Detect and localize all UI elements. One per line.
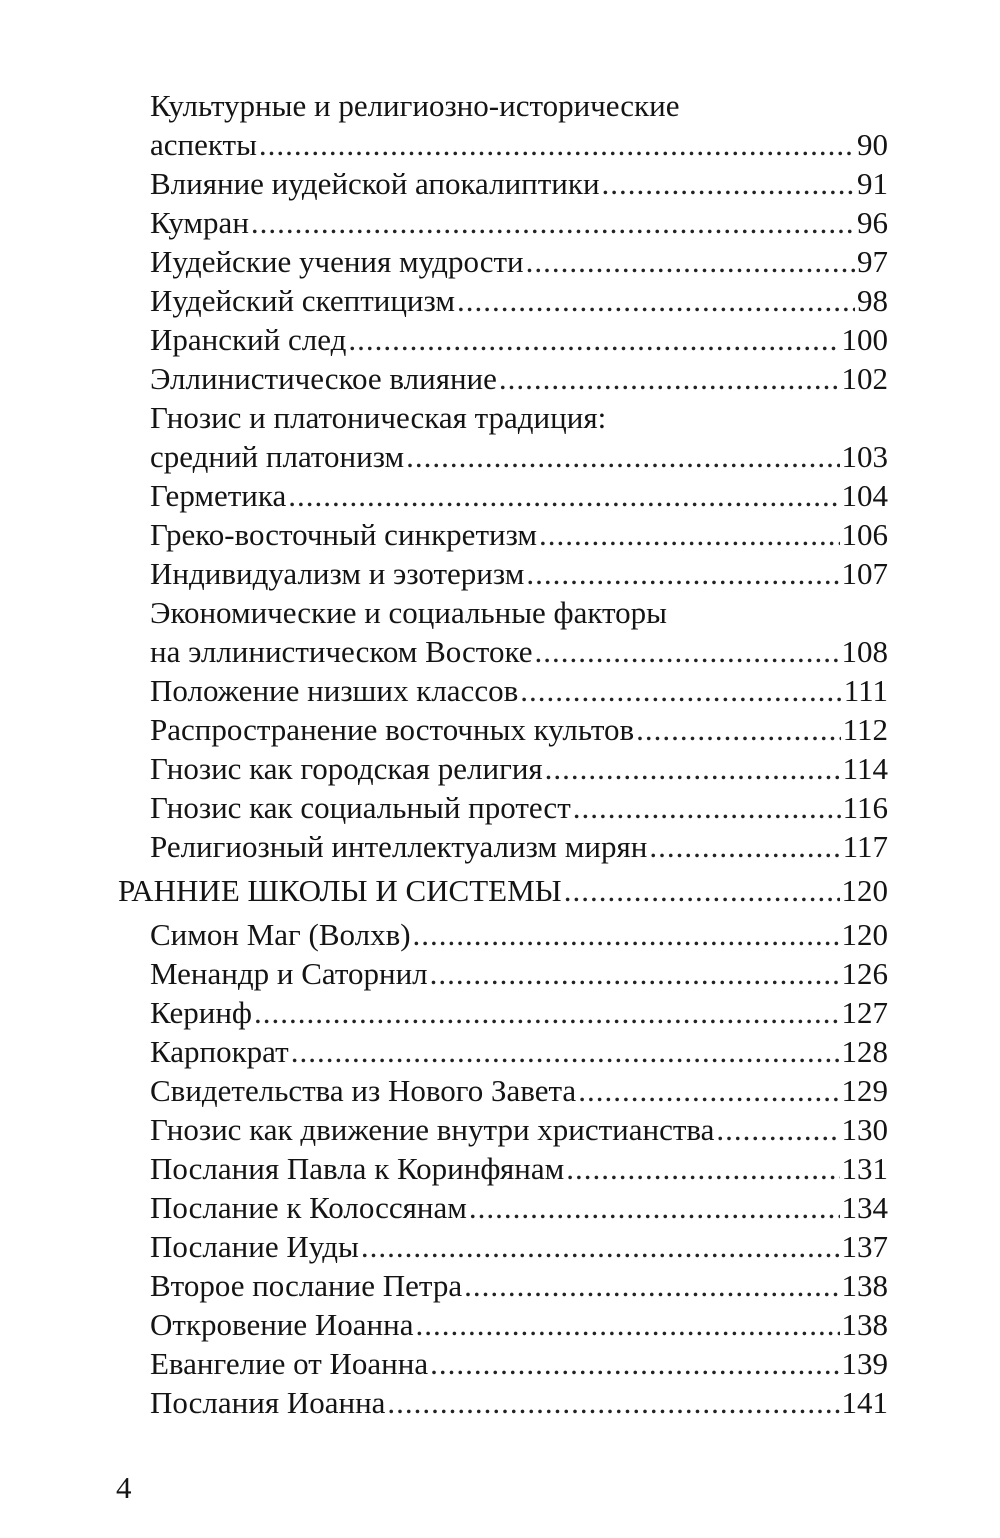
toc-entry-title: Послание к Колоссянам — [150, 1190, 467, 1225]
toc-entry-title: РАННИЕ ШКОЛЫ И СИСТЕМЫ — [118, 873, 562, 908]
toc-entry — [118, 515, 888, 554]
dot-leader — [413, 915, 840, 954]
dot-leader — [361, 1227, 840, 1266]
toc-entry — [118, 437, 888, 476]
toc-entry-page: 120 — [841, 873, 888, 908]
toc-entry-page: 120 — [841, 917, 888, 952]
toc-entry-title: Гнозис и платоническая традиция: — [150, 400, 607, 435]
toc-entry-title: Гнозис как движение внутри христианства — [150, 1112, 715, 1147]
toc-entry-title: Откровение Иоанна — [150, 1307, 414, 1342]
toc-entry-page: 100 — [841, 322, 888, 357]
toc-entry-page: 117 — [842, 829, 888, 864]
toc-entry-page: 108 — [841, 634, 888, 669]
toc-entry-title: Индивидуализм и эзотеризм — [150, 556, 525, 591]
toc-entry — [118, 954, 888, 993]
dot-leader — [416, 1305, 840, 1344]
toc-entry-title: Эллинистическое влияние — [150, 361, 497, 396]
toc-entry-title: Послание Иуды — [150, 1229, 359, 1264]
toc-entry — [118, 710, 888, 749]
toc-entry — [118, 359, 888, 398]
dot-leader — [430, 954, 840, 993]
dot-leader — [535, 632, 840, 671]
toc-entry — [118, 993, 888, 1032]
toc-entry-title: Послания Иоанна — [150, 1385, 386, 1420]
toc-entry-title: Евангелие от Иоанна — [150, 1346, 429, 1381]
dot-leader — [578, 1071, 839, 1110]
toc-entry-page: 97 — [857, 244, 888, 279]
toc-entry-title: Иудейские учения мудрости — [150, 244, 524, 279]
dot-leader — [464, 1266, 839, 1305]
toc-entry — [118, 1227, 888, 1266]
toc-entry-page: 104 — [841, 478, 888, 513]
dot-leader — [430, 1344, 839, 1383]
toc-entry-page: 129 — [841, 1073, 888, 1108]
dot-leader — [545, 749, 841, 788]
toc-entry — [118, 86, 888, 125]
toc-entry-page: 96 — [857, 205, 888, 240]
toc-entry — [118, 281, 888, 320]
toc-entry — [118, 671, 888, 710]
page-number: 4 — [116, 1470, 132, 1505]
toc-entry — [118, 827, 888, 866]
table-of-contents — [118, 86, 888, 1422]
toc-entry-title: Греко-восточный синкретизм — [150, 517, 538, 552]
dot-leader — [649, 827, 840, 866]
toc-entry-page: 138 — [841, 1268, 888, 1303]
dot-leader — [251, 203, 855, 242]
dot-leader — [387, 1383, 839, 1422]
toc-entry-title: Иудейский скептицизм — [150, 283, 455, 318]
dot-leader — [254, 993, 839, 1032]
toc-entry — [118, 125, 888, 164]
toc-entry-page: 130 — [841, 1112, 888, 1147]
dot-leader — [564, 871, 840, 910]
toc-entry — [118, 1110, 888, 1149]
toc-entry-page: 137 — [841, 1229, 888, 1264]
toc-entry — [118, 632, 888, 671]
toc-entry-page: 103 — [841, 439, 888, 474]
dot-leader — [716, 1110, 839, 1149]
dot-leader — [526, 554, 839, 593]
toc-entry-page: 128 — [841, 1034, 888, 1069]
toc-entry-title: Культурные и религиозно-исторические — [150, 88, 680, 123]
toc-entry-title: Гнозис как городская религия — [150, 751, 543, 786]
toc-entry — [118, 593, 888, 632]
toc-entry — [118, 1383, 888, 1422]
dot-leader — [520, 671, 842, 710]
toc-entry-title: Менандр и Саторнил — [150, 956, 428, 991]
toc-entry-title: Влияние иудейской апокалиптики — [150, 166, 600, 201]
dot-leader — [469, 1188, 840, 1227]
toc-entry-title: Герметика — [150, 478, 287, 513]
dot-leader — [636, 710, 841, 749]
toc-entry-page: 134 — [841, 1190, 888, 1225]
toc-entry — [118, 1071, 888, 1110]
toc-entry — [118, 398, 888, 437]
toc-entry-page: 114 — [842, 751, 888, 786]
toc-entry — [118, 915, 888, 954]
toc-entry-title: Свидетельства из Нового Завета — [150, 1073, 577, 1108]
toc-entry — [118, 1032, 888, 1071]
toc-section-heading — [118, 871, 888, 910]
toc-entry — [118, 242, 888, 281]
dot-leader — [291, 1032, 840, 1071]
dot-leader — [406, 437, 839, 476]
toc-entry-page: 138 — [841, 1307, 888, 1342]
dot-leader — [539, 515, 839, 554]
toc-entry-title: Симон Маг (Волхв) — [150, 917, 411, 952]
toc-entry — [118, 164, 888, 203]
toc-entry-page: 107 — [841, 556, 888, 591]
toc-entry-page: 126 — [841, 956, 888, 991]
dot-leader — [499, 359, 840, 398]
toc-entry-page: 131 — [841, 1151, 888, 1186]
toc-entry-page: 112 — [842, 712, 888, 747]
toc-entry-page: 102 — [841, 361, 888, 396]
toc-entry-title: Религиозный интеллектуализм мирян — [150, 829, 648, 864]
toc-entry-title: аспекты — [150, 127, 257, 162]
toc-entry-title: Экономические и социальные факторы — [150, 595, 668, 630]
toc-entry-page: 98 — [857, 283, 888, 318]
toc-entry-title: Распространение восточных культов — [150, 712, 635, 747]
toc-entry-page: 91 — [857, 166, 888, 201]
toc-entry — [118, 203, 888, 242]
toc-entry-title: Гнозис как социальный протест — [150, 790, 571, 825]
toc-entry — [118, 1344, 888, 1383]
toc-entry-title: на эллинистическом Востоке — [150, 634, 533, 669]
dot-leader — [566, 1149, 839, 1188]
toc-entry-page: 90 — [857, 127, 888, 162]
toc-entry-title: Послания Павла к Коринфянам — [150, 1151, 565, 1186]
dot-leader — [457, 281, 855, 320]
toc-entry — [118, 1188, 888, 1227]
toc-entry-page: 141 — [841, 1385, 888, 1420]
toc-entry-page: 111 — [843, 673, 888, 708]
toc-entry-title: Кумран — [150, 205, 249, 240]
toc-entry-page: 116 — [842, 790, 888, 825]
toc-entry — [118, 1305, 888, 1344]
toc-entry-title: Керинф — [150, 995, 253, 1030]
toc-entry — [118, 320, 888, 359]
toc-entry-title: Карпократ — [150, 1034, 289, 1069]
toc-entry — [118, 749, 888, 788]
toc-entry — [118, 788, 888, 827]
toc-entry — [118, 1149, 888, 1188]
toc-entry-page: 127 — [841, 995, 888, 1030]
dot-leader — [288, 476, 839, 515]
toc-entry — [118, 476, 888, 515]
dot-leader — [573, 788, 841, 827]
toc-entry — [118, 1266, 888, 1305]
toc-entry-title: средний платонизм — [150, 439, 405, 474]
dot-leader — [348, 320, 839, 359]
dot-leader — [602, 164, 855, 203]
toc-entry-title: Положение низших классов — [150, 673, 519, 708]
toc-entry-page: 106 — [841, 517, 888, 552]
toc-entry-title: Второе послание Петра — [150, 1268, 463, 1303]
toc-entry-title: Иранский след — [150, 322, 347, 357]
dot-leader — [526, 242, 855, 281]
toc-entry — [118, 554, 888, 593]
dot-leader — [259, 125, 855, 164]
toc-entry-page: 139 — [841, 1346, 888, 1381]
